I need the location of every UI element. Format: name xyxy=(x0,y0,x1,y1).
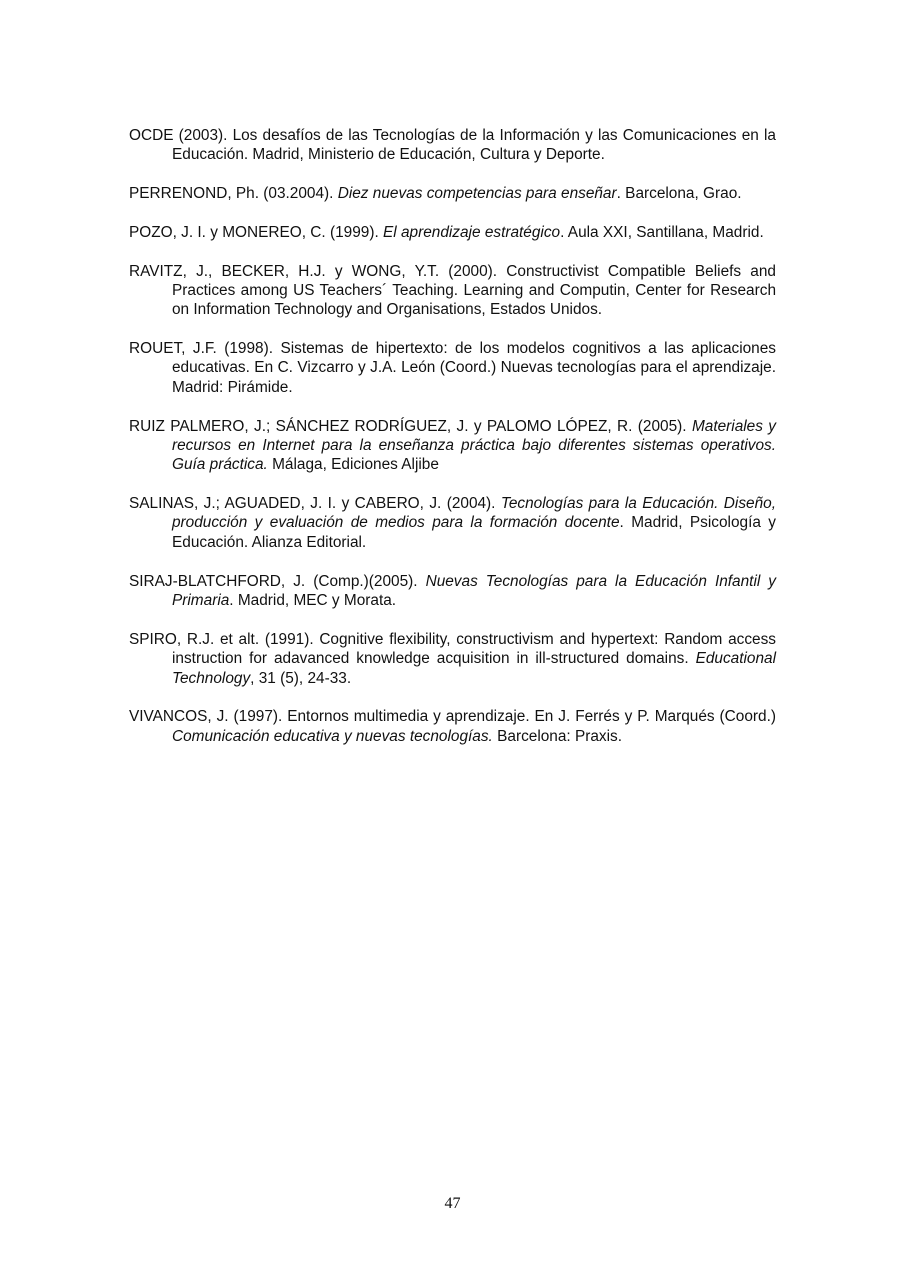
reference-text: SPIRO, R.J. et alt. (1991). Cognitive flexibility, constructivism and hypertext: Random access instruction for adavanced knowledge acquisition in ill-structured domains. xyxy=(129,630,776,668)
reference-italic-text: Educational Technology xyxy=(172,650,776,687)
reference-entry xyxy=(129,184,776,203)
reference-text: Málaga, Ediciones Aljibe xyxy=(267,456,439,474)
reference-list xyxy=(129,126,776,765)
reference-entry xyxy=(129,126,776,165)
reference-text: ROUET, J.F. (1998). Sistemas de hipertexto: de los modelos cognitivos a las aplicaciones educativas. En C. Vizcarro y J.A. León (Coord.) Nuevas tecnologías para el aprendizaje. Madrid: Pirámide. xyxy=(129,340,776,396)
reference-italic-text: Tecnologías para la Educación. Diseño, producción y evaluación de medios para la formación docente xyxy=(172,495,776,532)
reference-italic-text: Comunicación educativa y nuevas tecnologías. xyxy=(172,727,493,745)
reference-italic-text: Nuevas Tecnologías para la Educación Infantil y Primaria xyxy=(172,572,777,609)
reference-text: PERRENOND, Ph. (03.2004). xyxy=(129,185,338,203)
reference-text: POZO, J. I. y MONEREO, C. (1999). xyxy=(129,223,383,241)
reference-entry xyxy=(129,339,776,397)
reference-text: . Barcelona, Grao. xyxy=(616,185,742,203)
reference-italic-text: Diez nuevas competencias para enseñar xyxy=(337,185,617,203)
reference-text: . Aula XXI, Santillana, Madrid. xyxy=(560,223,764,241)
reference-entry xyxy=(129,262,776,320)
reference-italic-text: El aprendizaje estratégico xyxy=(383,223,561,241)
reference-entry xyxy=(129,630,776,688)
reference-entry xyxy=(129,707,776,746)
reference-text: RUIZ PALMERO, J.; SÁNCHEZ RODRÍGUEZ, J. y PALOMO LÓPEZ, R. (2005). xyxy=(129,417,692,435)
reference-text: SIRAJ-BLATCHFORD, J. (Comp.)(2005). xyxy=(129,572,426,590)
reference-entry xyxy=(129,223,776,242)
reference-text: OCDE (2003). Los desafíos de las Tecnologías de la Información y las Comunicaciones en la Educación. Madrid, Ministerio de Educación, Cultura y Deporte. xyxy=(129,127,776,164)
reference-text: . Madrid, MEC y Morata. xyxy=(229,591,397,609)
page-number: 47 xyxy=(444,1195,461,1212)
reference-text: . Madrid, Psicología y Educación. Alianza Editorial. xyxy=(172,514,776,551)
reference-text: RAVITZ, J., BECKER, H.J. y WONG, Y.T. (2000). Constructivist Compatible Beliefs and Practices among US Teachers´ Teaching. Learning and Computin, Center for Research on Information Technology and Organisations, Estados Unidos. xyxy=(129,262,776,319)
reference-entry xyxy=(129,417,776,475)
reference-entry xyxy=(129,572,776,611)
reference-text: SALINAS, J.; AGUADED, J. I. y CABERO, J. (2004). xyxy=(129,495,501,513)
reference-entry xyxy=(129,494,776,552)
reference-text: , 31 (5), 24-33. xyxy=(250,669,352,687)
reference-text: Barcelona: Praxis. xyxy=(492,727,623,745)
reference-italic-text: Materiales y recursos en Internet para la enseñanza práctica bajo diferentes sistemas operativos. Guía práctica. xyxy=(172,417,776,474)
reference-text: VIVANCOS, J. (1997). Entornos multimedia y aprendizaje. En J. Ferrés y P. Marqués (Coord.) xyxy=(129,708,776,726)
